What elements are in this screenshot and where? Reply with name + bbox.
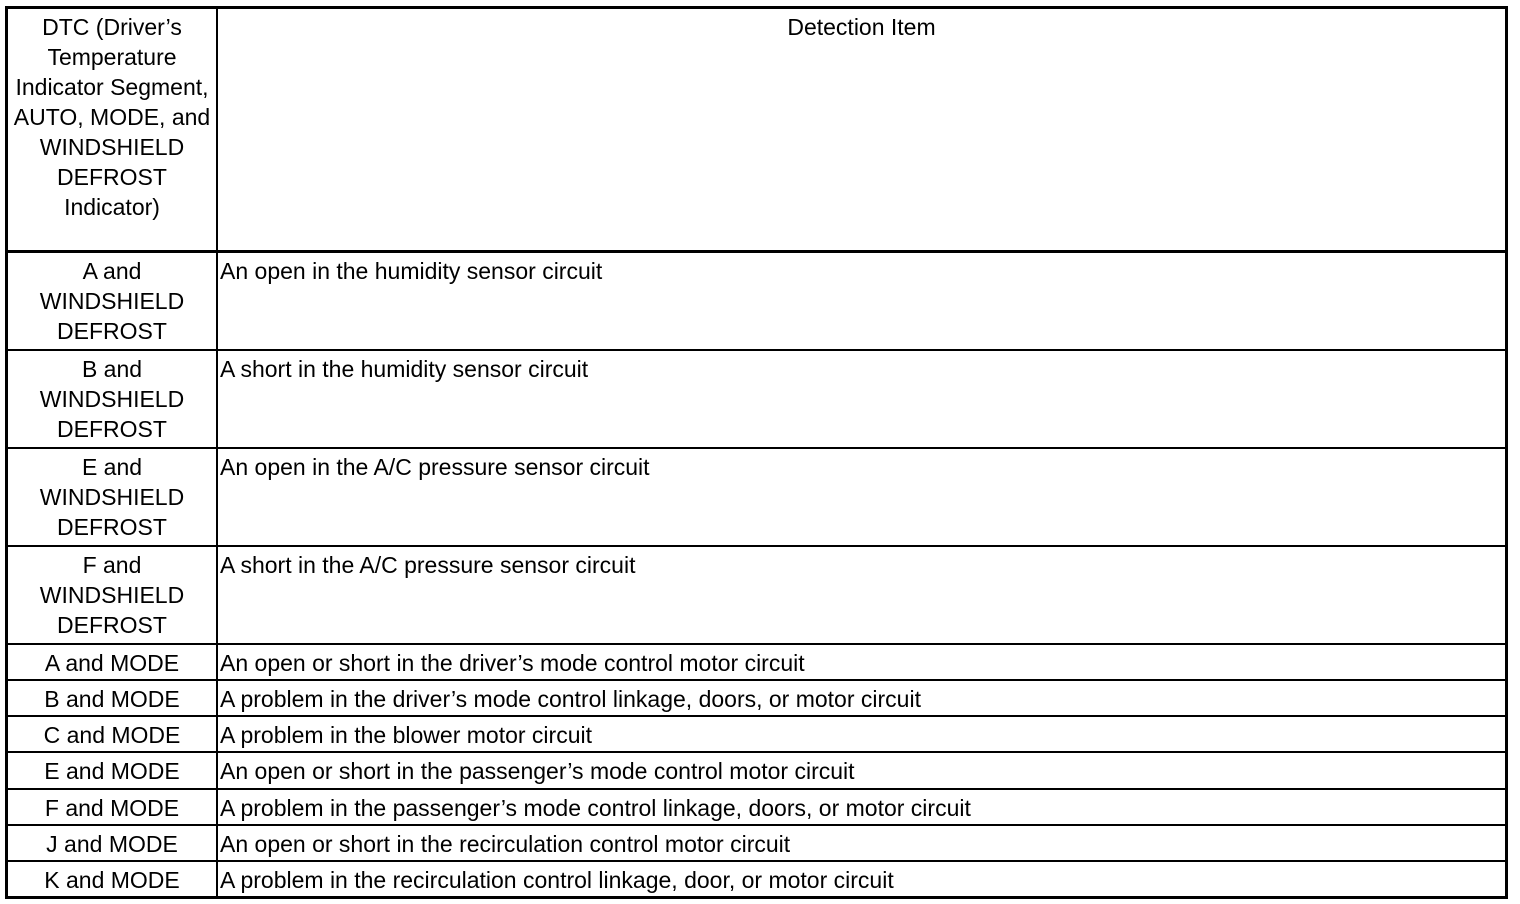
- table-body: [7, 252, 1507, 898]
- detection-item-cell: An open in the humidity sensor circuit: [217, 252, 1507, 351]
- table-row: [7, 252, 1507, 351]
- detection-item-cell: An open or short in the passenger’s mode control motor circuit: [217, 752, 1507, 788]
- table-row: [7, 350, 1507, 448]
- dtc-cell: K and MODE: [7, 861, 218, 898]
- dtc-cell: F and WINDSHIELD DEFROST: [7, 546, 218, 644]
- dtc-cell: A and MODE: [7, 644, 218, 680]
- detection-item-cell: A problem in the blower motor circuit: [217, 716, 1507, 752]
- detection-item-cell: An open in the A/C pressure sensor circuit: [217, 448, 1507, 546]
- detection-item-cell: A short in the humidity sensor circuit: [217, 350, 1507, 448]
- table-row: [7, 546, 1507, 644]
- detection-item-cell: A problem in the driver’s mode control linkage, doors, or motor circuit: [217, 680, 1507, 716]
- detection-item-cell: An open or short in the driver’s mode control motor circuit: [217, 644, 1507, 680]
- dtc-detection-table: [5, 6, 1508, 899]
- table-row: [7, 448, 1507, 546]
- dtc-cell: C and MODE: [7, 716, 218, 752]
- dtc-cell: F and MODE: [7, 789, 218, 825]
- detection-item-cell: A problem in the passenger’s mode control linkage, doors, or motor circuit: [217, 789, 1507, 825]
- table-row: [7, 752, 1507, 788]
- table-row: [7, 861, 1507, 898]
- dtc-cell: J and MODE: [7, 825, 218, 861]
- header-row: [7, 8, 1507, 252]
- table-row: [7, 825, 1507, 861]
- header-detection-item: Detection Item: [217, 8, 1507, 252]
- dtc-cell: E and MODE: [7, 752, 218, 788]
- table-header: [7, 8, 1507, 252]
- header-dtc: DTC (Driver’s Temperature Indicator Segment, AUTO, MODE, and WINDSHIELD DEFROST Indicator): [7, 8, 218, 252]
- table-row: [7, 644, 1507, 680]
- table-row: [7, 789, 1507, 825]
- table-row: [7, 680, 1507, 716]
- detection-item-cell: A short in the A/C pressure sensor circuit: [217, 546, 1507, 644]
- table-row: [7, 716, 1507, 752]
- dtc-cell: B and MODE: [7, 680, 218, 716]
- dtc-cell: A and WINDSHIELD DEFROST: [7, 252, 218, 351]
- detection-item-cell: A problem in the recirculation control linkage, door, or motor circuit: [217, 861, 1507, 898]
- dtc-cell: B and WINDSHIELD DEFROST: [7, 350, 218, 448]
- dtc-cell: E and WINDSHIELD DEFROST: [7, 448, 218, 546]
- detection-item-cell: An open or short in the recirculation control motor circuit: [217, 825, 1507, 861]
